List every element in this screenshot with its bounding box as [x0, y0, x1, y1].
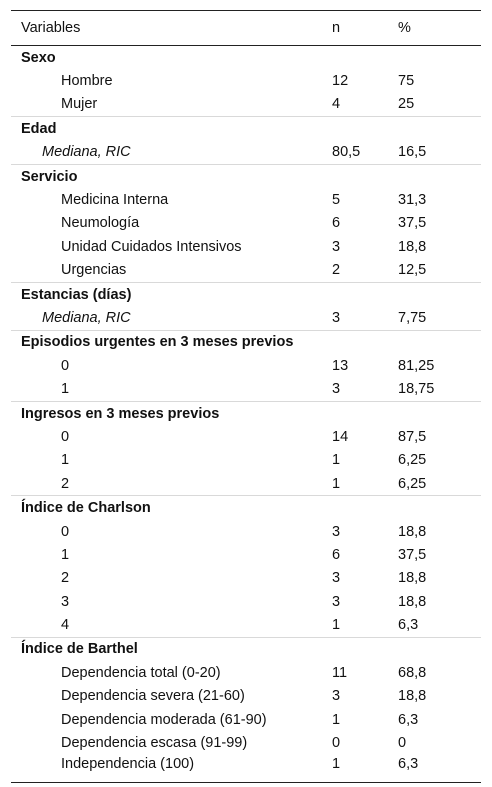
- cell-n: 2: [332, 262, 341, 279]
- cell-variable: 0: [61, 428, 70, 445]
- cell-n: 3: [332, 688, 341, 705]
- cell-percent: 6,25: [398, 475, 427, 492]
- cell-percent: 0: [398, 735, 407, 752]
- cell-percent: 37,5: [398, 215, 427, 232]
- cell-percent: 18,8: [398, 593, 427, 610]
- cell-percent: 18,8: [398, 238, 427, 255]
- table-row: [11, 708, 481, 731]
- cell-n: 1: [332, 711, 341, 728]
- cell-percent: 6,3: [398, 711, 419, 728]
- cell-variable: Mediana, RIC: [42, 144, 131, 161]
- cell-n: 1: [321, 755, 391, 783]
- cell-percent: 16,5: [398, 144, 427, 161]
- cell-percent: [391, 46, 481, 70]
- table-row: [11, 472, 481, 496]
- table-row: [11, 425, 481, 448]
- cell-variable: Episodios urgentes en 3 meses previos: [11, 330, 321, 354]
- cell-variable: 1: [61, 546, 70, 563]
- cell-percent: [391, 164, 481, 188]
- cell-percent: 68,8: [398, 664, 427, 681]
- cell-variable: Estancias (días): [11, 282, 321, 306]
- patient-characteristics-table: [11, 10, 481, 783]
- table-row: [11, 520, 481, 543]
- cell-percent: [391, 401, 481, 425]
- cell-percent: [391, 637, 481, 661]
- cell-n: 6: [332, 215, 341, 232]
- cell-variable: Dependencia moderada (61-90): [61, 711, 267, 728]
- cell-variable: Hombre: [61, 73, 113, 90]
- cell-percent: 37,5: [398, 546, 427, 563]
- cell-percent: 81,25: [398, 357, 435, 374]
- section-row: [11, 164, 481, 188]
- cell-variable: 4: [61, 617, 70, 634]
- cell-variable: Unidad Cuidados Intensivos: [61, 238, 242, 255]
- cell-variable: Servicio: [11, 164, 321, 188]
- cell-variable: Independencia (100): [11, 755, 321, 783]
- cell-n: [321, 117, 391, 141]
- cell-variable: Índice de Barthel: [11, 637, 321, 661]
- cell-n: [321, 330, 391, 354]
- cell-variable: 0: [61, 523, 70, 540]
- table-row: [11, 590, 481, 613]
- cell-n: 5: [332, 192, 341, 209]
- cell-percent: 18,8: [398, 688, 427, 705]
- cell-variable: 0: [61, 357, 70, 374]
- header-variables: Variables: [11, 11, 321, 46]
- cell-n: 3: [332, 570, 341, 587]
- table-row: [11, 613, 481, 637]
- table-row: [11, 141, 481, 165]
- cell-variable: Sexo: [21, 49, 56, 66]
- table-row: [11, 661, 481, 684]
- cell-percent: 12,5: [398, 262, 427, 279]
- cell-n: [321, 496, 391, 520]
- cell-n: 80,5: [332, 144, 361, 161]
- cell-n: 13: [332, 357, 349, 374]
- table-row: [11, 93, 481, 117]
- section-row: [11, 637, 481, 661]
- cell-variable: 1: [61, 381, 70, 398]
- cell-variable: Mujer: [61, 96, 98, 113]
- cell-percent: 75: [398, 73, 415, 90]
- section-row: [11, 46, 481, 70]
- table-row: [11, 449, 481, 472]
- cell-variable: Ingresos en 3 meses previos: [11, 401, 321, 425]
- cell-variable: Dependencia escasa (91-99): [61, 735, 248, 752]
- header-n: n: [321, 11, 391, 46]
- cell-variable: 1: [61, 452, 70, 469]
- cell-n: 6: [332, 546, 341, 563]
- table-row: [11, 306, 481, 330]
- cell-percent: 6,25: [398, 452, 427, 469]
- cell-n: 3: [332, 381, 341, 398]
- table-row: [11, 212, 481, 235]
- section-row: [11, 282, 481, 306]
- cell-n: 11: [332, 664, 348, 681]
- cell-percent: [391, 282, 481, 306]
- cell-variable: 3: [61, 593, 70, 610]
- cell-variable: 2: [61, 475, 70, 492]
- cell-percent: 87,5: [398, 428, 427, 445]
- section-row: [11, 496, 481, 520]
- table-row: [11, 235, 481, 258]
- cell-n: [321, 637, 391, 661]
- table-row: [11, 354, 481, 377]
- cell-variable: Urgencias: [61, 262, 127, 279]
- table-row: [11, 377, 481, 401]
- cell-n: 3: [332, 593, 341, 610]
- cell-variable: 2: [61, 570, 70, 587]
- table-row: [11, 543, 481, 566]
- cell-n: 1: [332, 475, 341, 492]
- cell-n: 3: [332, 238, 341, 255]
- cell-variable: Edad: [11, 117, 321, 141]
- cell-n: 3: [332, 309, 341, 326]
- cell-percent: 18,8: [398, 570, 427, 587]
- cell-variable: Índice de Charlson: [11, 496, 321, 520]
- cell-percent: 18,8: [398, 523, 427, 540]
- cell-percent: 18,75: [398, 381, 435, 398]
- cell-n: [321, 282, 391, 306]
- cell-n: 1: [332, 617, 341, 634]
- cell-n: 3: [332, 523, 341, 540]
- table-row: [11, 755, 481, 783]
- table-row: [11, 188, 481, 211]
- cell-n: 1: [332, 452, 341, 469]
- section-row: [11, 401, 481, 425]
- section-row: [11, 117, 481, 141]
- cell-variable: Neumología: [61, 215, 140, 232]
- cell-n: 4: [332, 96, 341, 113]
- section-row: [11, 330, 481, 354]
- table-row: [11, 567, 481, 590]
- table-row: [11, 259, 481, 283]
- table-row: [11, 685, 481, 708]
- cell-percent: 31,3: [398, 192, 427, 209]
- cell-n: 0: [332, 735, 341, 752]
- cell-percent: 25: [398, 96, 415, 113]
- table-row: [11, 731, 481, 754]
- cell-percent: [391, 496, 481, 520]
- cell-percent: [391, 117, 481, 141]
- cell-n: 14: [332, 428, 349, 445]
- cell-percent: 7,75: [398, 309, 427, 326]
- cell-variable: Dependencia total (0-20): [61, 664, 221, 681]
- cell-percent: 6,3: [398, 617, 419, 634]
- cell-n: [321, 401, 391, 425]
- table-container: [11, 10, 481, 783]
- cell-n: 12: [332, 73, 349, 90]
- cell-percent: 6,3: [391, 755, 481, 783]
- table-header-row: [11, 11, 481, 46]
- table-row: [11, 69, 481, 92]
- cell-n: [321, 164, 391, 188]
- header-percent: %: [391, 11, 481, 46]
- cell-variable: Medicina Interna: [61, 192, 169, 209]
- table-body: [11, 46, 481, 783]
- cell-percent: [391, 330, 481, 354]
- cell-variable: Dependencia severa (21-60): [61, 688, 245, 705]
- cell-variable: Mediana, RIC: [42, 309, 131, 326]
- cell-n: [321, 46, 391, 70]
